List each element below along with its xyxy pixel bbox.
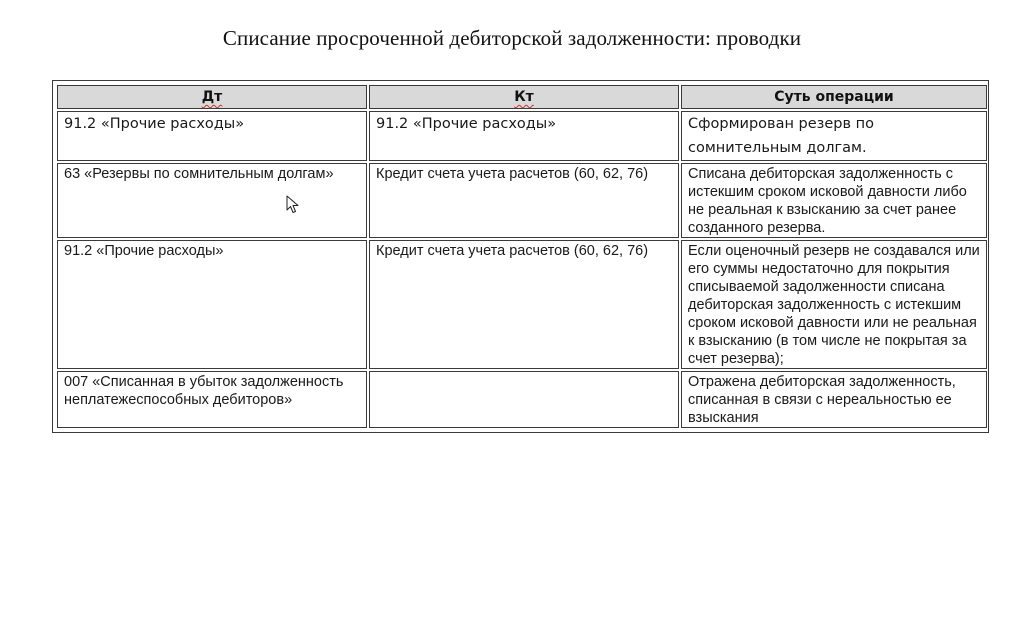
cell-credit bbox=[369, 371, 679, 428]
cell-credit: 91.2 «Прочие расходы» bbox=[369, 111, 679, 161]
cell-essence: Списана дебиторская задолженность с истекшим сроком исковой давности либо не реальная к взысканию за счет ранее созданного резерва. bbox=[681, 163, 987, 238]
entries-table bbox=[55, 83, 989, 430]
header-essence: Суть операции bbox=[681, 85, 987, 109]
table-row bbox=[57, 240, 987, 369]
mouse-pointer-icon bbox=[286, 195, 302, 215]
header-credit bbox=[369, 85, 679, 109]
header-credit-label: Кт bbox=[514, 89, 534, 105]
table-row bbox=[57, 111, 987, 161]
table-row bbox=[57, 163, 987, 238]
document-title: Списание просроченной дебиторской задолженности: проводки bbox=[222, 26, 802, 50]
cell-debit: 91.2 «Прочие расходы» bbox=[57, 111, 367, 161]
cell-credit: Кредит счета учета расчетов (60, 62, 76) bbox=[369, 163, 679, 238]
cell-debit: 63 «Резервы по сомнительным долгам» bbox=[57, 163, 367, 238]
header-debit-label: Дт bbox=[201, 89, 223, 105]
table-header-row bbox=[57, 85, 987, 109]
cell-debit: 91.2 «Прочие расходы» bbox=[57, 240, 367, 369]
header-debit bbox=[57, 85, 367, 109]
cell-essence: Сформирован резерв по сомнительным долгам. bbox=[681, 111, 987, 161]
cell-debit: 007 «Списанная в убыток задолженность неплатежеспособных дебиторов» bbox=[57, 371, 367, 428]
cell-essence: Если оценочный резерв не создавался или его суммы недостаточно для покрытия списываемой задолженности списана дебиторская задолженность с истекшим сроком исковой давности или не реальная к взысканию (в том числе не покрытая за счет резерва); bbox=[681, 240, 987, 369]
cell-essence: Отражена дебиторская задолженность, списанная в связи с нереальностью ее взыскания bbox=[681, 371, 987, 428]
entries-table-frame bbox=[52, 80, 989, 433]
table-row bbox=[57, 371, 987, 428]
cell-credit: Кредит счета учета расчетов (60, 62, 76) bbox=[369, 240, 679, 369]
